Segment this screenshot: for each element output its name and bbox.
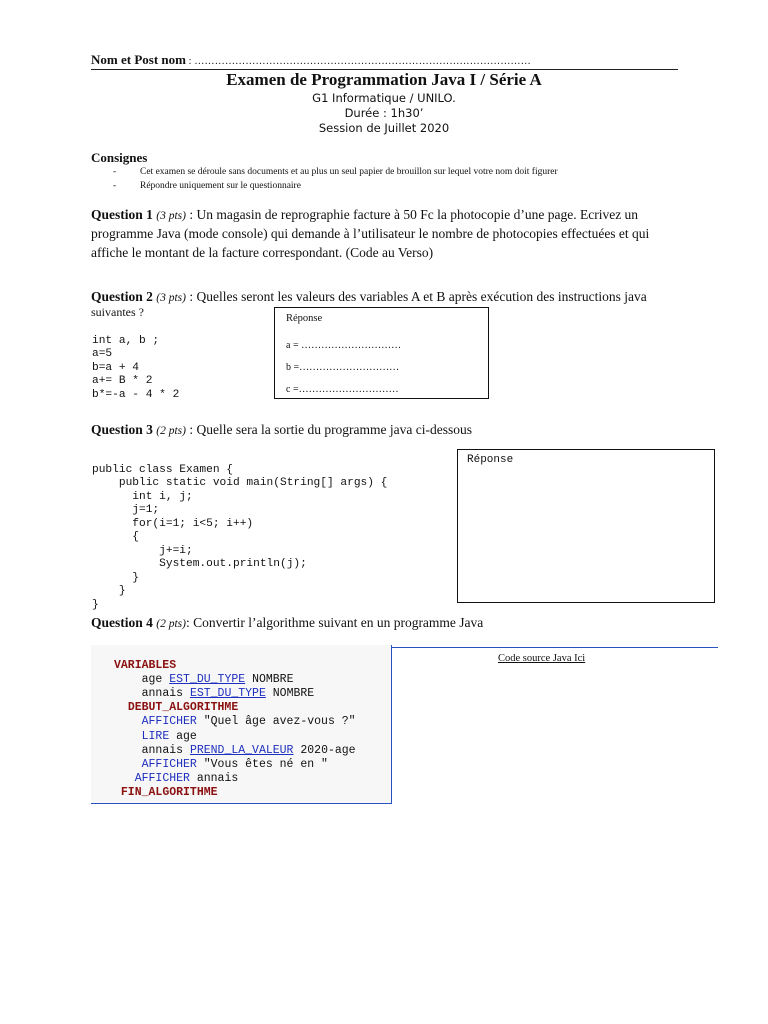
code-line: public static void main(String[] args) { [92,477,388,489]
code-line: } [92,598,99,611]
algo-line: AFFICHER "Quel âge avez-vous ?" [141,715,356,729]
consignes-heading: Consignes [91,150,148,165]
q2-answer-title: Réponse [286,313,323,324]
code-line: { [92,531,139,543]
consigne-item: - Cet examen se déroule sans documents et au plus un seul papier de brouillon sur lequel votre nom doit figurer [113,167,558,177]
q1-label: Question 1 [91,207,153,222]
code-line: b*=-a - 4 * 2 [92,388,180,401]
code-line: b=a + 4 [92,361,139,374]
code-line: int i, j; [92,490,193,503]
q2-label: Question 2 [91,289,153,304]
consigne-item: - Répondre uniquement sur le questionnaire [113,181,301,191]
answer-c-line: c =………………………… [286,384,399,395]
name-dots: : ……………………………………………………………………………………… [185,56,531,67]
q4-answer-title[interactable]: Code source Java Ici [498,653,586,664]
q3-points: (2 pts) [156,425,186,437]
code-line: public class Examen { [92,463,233,476]
q4-points: (2 pts) [156,618,186,630]
code-line: System.out.println(j); [92,558,307,570]
algo-line: age EST_DU_TYPE NOMBRE [141,673,294,687]
q1-points: (3 pts) [156,210,186,222]
answer-b-line: b =………………………… [286,362,400,373]
algo-line: FIN_ALGORITHME [120,785,218,799]
algo-line: AFFICHER "Vous êtes né en " [141,757,328,771]
q3-code [92,450,387,612]
algo-box [91,645,392,804]
algo-line: DEBUT_ALGORITHME [127,701,239,715]
q2-answer-box[interactable] [274,307,489,399]
code-line: j+=i; [92,544,193,557]
subtitle-session: Session de Juillet 2020 [318,121,450,135]
algo-line: AFFICHER annais [134,771,239,785]
code-line: a=5 [92,348,113,360]
name-label: Nom et Post nom [91,52,186,67]
q3-line: Question 3 (2 pts) : Quelle sera la sortie du programme java ci-dessous [91,422,473,437]
exam-title: Examen de Programmation Java I / Série A [226,70,542,89]
q2-points: (3 pts) [156,292,186,304]
q4-line: Question 4 (2 pts): Convertir l’algorithme suivant en un programme Java [91,615,484,630]
q4-label: Question 4 [91,615,153,630]
subtitle-duration: Durée : 1h30’ [344,106,424,120]
q3-label: Question 3 [91,422,153,437]
q3-answer-title: Réponse [467,454,514,466]
code-line: int a, b ; [92,334,160,347]
name-field-line [91,52,531,68]
algo-line: LIRE age [141,729,197,743]
q2-line-1: Question 2 (3 pts) : Quelles seront les valeurs des variables A et B après exécution des instructions java [91,289,647,304]
q2-line-2: suivantes ? [91,305,144,319]
code-line: } [92,585,126,597]
q4-answer-top-rule [391,647,718,648]
q1-line-3: affiche le montant de la facture correspondant. (Code au Verso) [91,245,434,260]
q3-answer-box[interactable] [457,449,715,603]
code-line: } [92,571,139,584]
code-line: for(i=1; i<5; i++) [92,517,254,530]
code-line: j=1; [92,504,160,516]
algo-line: annais EST_DU_TYPE NOMBRE [141,687,315,701]
q2-code [92,321,179,402]
q1-line-1: Question 1 (3 pts) : Un magasin de reprographie facture à 50 Fc la photocopie d’une page. Ecrivez un [91,207,639,222]
answer-a-line: a = ………………………… [286,340,402,351]
code-line: a+= B * 2 [92,375,153,387]
algo-line: annais PREND_LA_VALEUR 2020-age [141,743,356,757]
q1-line-2: programme Java (mode console) qui demande à l’utilisateur le nombre de photocopies effectuées et qui [91,226,650,241]
algo-line: VARIABLES [114,659,177,673]
subtitle-class: G1 Informatique / UNILO. [312,91,456,105]
q4-answer-left-rule [391,647,392,803]
